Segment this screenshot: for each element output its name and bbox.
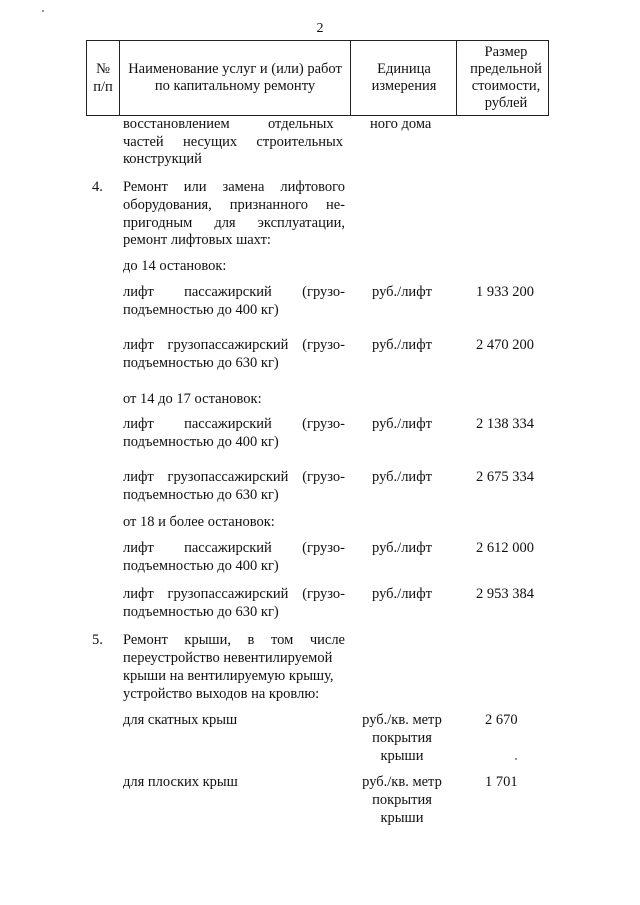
section-5-title-line-4: устройство выходов на кровлю: bbox=[123, 686, 320, 702]
continuation-line-2: частей несущих строительных bbox=[123, 134, 343, 150]
section-4-title-line-2: оборудования, признанного не- bbox=[123, 197, 345, 213]
item-name: для плоских крыш bbox=[123, 774, 238, 790]
item-name-line-1: лифт грузопассажирский (грузо- bbox=[123, 586, 345, 602]
item-price: 2 670 bbox=[485, 712, 518, 728]
item-unit-line-3: крыши bbox=[380, 810, 424, 826]
item-unit: руб./лифт bbox=[372, 469, 432, 485]
item-unit: руб./лифт bbox=[372, 540, 432, 556]
item-unit-line-3: крыши bbox=[380, 748, 424, 764]
group-label: от 14 до 17 остановок: bbox=[123, 391, 262, 407]
section-4-title-line-1: Ремонт или замена лифтового bbox=[123, 179, 345, 195]
item-name-line-2: подъемностью до 630 кг) bbox=[123, 604, 279, 620]
item-name-line-2: подъемностью до 400 кг) bbox=[123, 558, 279, 574]
scan-speck bbox=[515, 758, 517, 760]
table-header bbox=[86, 40, 549, 116]
header-price: Размер предельной стоимости, рублей bbox=[470, 44, 542, 111]
item-unit: руб./лифт bbox=[372, 284, 432, 300]
header-name: Наименование услуг и (или) работ по капитальному ремонту bbox=[128, 61, 342, 94]
item-name-line-2: подъемностью до 400 кг) bbox=[123, 434, 279, 450]
item-name-line-1: лифт грузопассажирский (грузо- bbox=[123, 469, 345, 485]
item-price: 2 612 000 bbox=[476, 540, 534, 556]
header-number: № п/п bbox=[93, 61, 113, 95]
item-name-line-1: лифт грузопассажирский (грузо- bbox=[123, 337, 345, 353]
scan-speck bbox=[42, 10, 44, 12]
section-4-title-line-4: ремонт лифтовых шахт: bbox=[123, 232, 271, 248]
item-price: 2 138 334 bbox=[476, 416, 534, 432]
group-label: до 14 остановок: bbox=[123, 258, 227, 274]
continuation-word-2: отдельных bbox=[268, 116, 334, 132]
continuation-word-1: восстановлением bbox=[123, 116, 230, 132]
item-name-line-1: лифт пассажирский (грузо- bbox=[123, 540, 345, 556]
item-name-line-1: лифт пассажирский (грузо- bbox=[123, 416, 345, 432]
item-unit-line-2: покрытия bbox=[372, 730, 432, 746]
header-unit: Единица измерения bbox=[371, 61, 437, 94]
section-5-title-line-3: крыши на вентилируемую крышу, bbox=[123, 668, 334, 684]
item-unit-line-1: руб./кв. метр bbox=[362, 774, 442, 790]
item-unit: руб./лифт bbox=[372, 337, 432, 353]
item-price: 1 933 200 bbox=[476, 284, 534, 300]
item-name-line-1: лифт пассажирский (грузо- bbox=[123, 284, 345, 300]
continuation-unit: ного дома bbox=[370, 116, 432, 132]
item-price: 2 953 384 bbox=[476, 586, 534, 602]
section-5-title-line-1: Ремонт крыши, в том числе bbox=[123, 632, 345, 648]
section-5-title-line-2: переустройство невентилируемой bbox=[123, 650, 333, 666]
item-unit-line-1: руб./кв. метр bbox=[362, 712, 442, 728]
page-number: 2 bbox=[316, 21, 324, 36]
item-name-line-2: подъемностью до 400 кг) bbox=[123, 302, 279, 318]
item-price: 1 701 bbox=[485, 774, 518, 790]
item-name-line-2: подъемностью до 630 кг) bbox=[123, 487, 279, 503]
group-label: от 18 и более остановок: bbox=[123, 514, 275, 530]
continuation-line-3: конструкций bbox=[123, 151, 202, 167]
item-price: 2 470 200 bbox=[476, 337, 534, 353]
item-unit: руб./лифт bbox=[372, 586, 432, 602]
section-4-title-line-3: пригодным для эксплуатации, bbox=[123, 215, 345, 231]
item-name-line-2: подъемностью до 630 кг) bbox=[123, 355, 279, 371]
item-unit-line-2: покрытия bbox=[372, 792, 432, 808]
section-4-number: 4. bbox=[92, 179, 103, 195]
item-price: 2 675 334 bbox=[476, 469, 534, 485]
section-5-number: 5. bbox=[92, 632, 103, 648]
item-name: для скатных крыш bbox=[123, 712, 238, 728]
item-unit: руб./лифт bbox=[372, 416, 432, 432]
